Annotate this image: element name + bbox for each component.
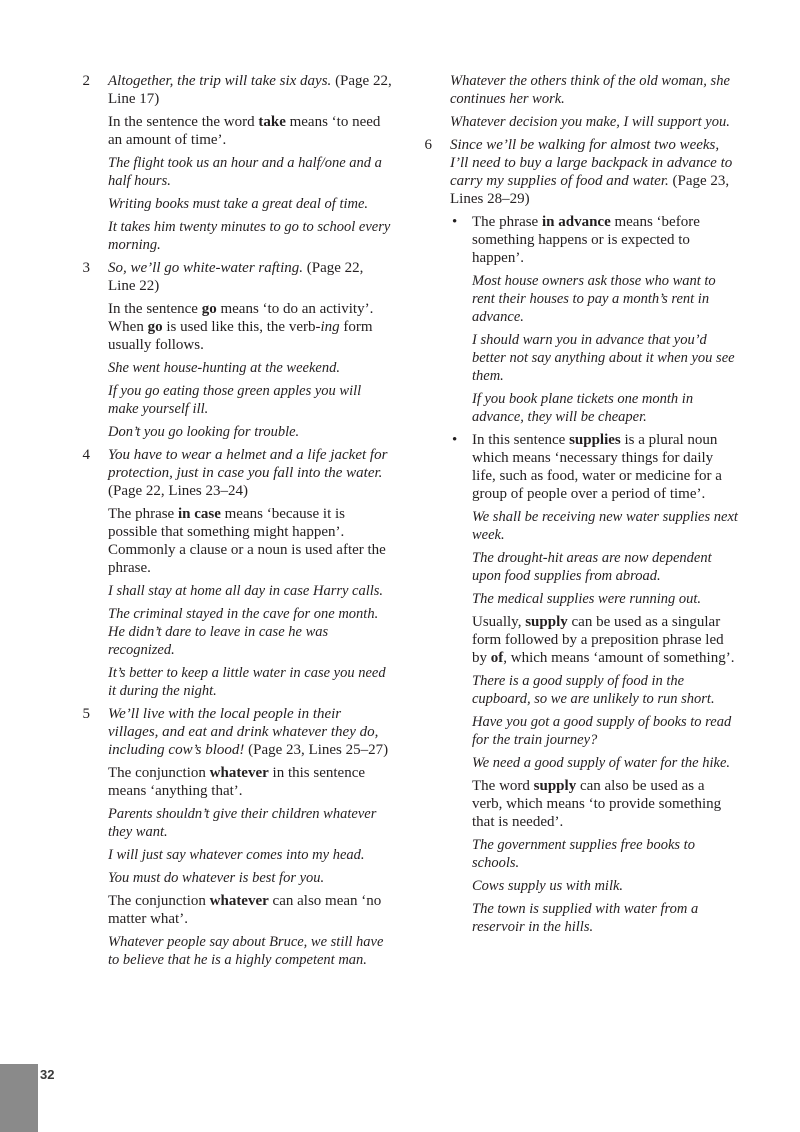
example-sentence: I shall stay at home all day in case Harry calls.: [108, 583, 384, 599]
explanation-text: can also mean ‘no matter what’.: [108, 893, 382, 927]
right-column: [418, 72, 738, 941]
explanation-text: means ‘before something happens or is expected to happen’.: [472, 214, 700, 266]
quote-text: We’ll live with the local people in their villages, and eat and drink whatever they do, including cow’s blood!: [108, 706, 379, 758]
example-sentence: Have you got a good supply of books to read for the train journey?: [472, 714, 732, 748]
example-sentence: I should warn you in advance that you’d better not say anything about it when you see them.: [472, 332, 735, 384]
item-number: 3: [82, 260, 90, 276]
source-quote: [108, 705, 392, 759]
explanation-text: In this sentence: [472, 432, 570, 448]
explanation-text: The phrase: [472, 214, 542, 230]
example-sentence: We need a good supply of water for the hike.: [472, 755, 731, 771]
example-sentence: There is a good supply of food in the cupboard, so we are unlikely to run short.: [472, 673, 715, 707]
page-reference: (Page 22, Lines 23–24): [108, 483, 248, 499]
explanation: [108, 764, 392, 800]
item-number: 6: [424, 137, 432, 153]
bullet-icon: •: [452, 214, 458, 230]
example-sentence: Whatever the others think of the old woman, she continues her work.: [450, 73, 730, 107]
keyword: supplies: [569, 432, 621, 448]
explanation-text: Usually,: [472, 614, 526, 630]
example-sentence: Most house owners ask those who want to rent their houses to pay a month’s rent in advance.: [472, 273, 716, 325]
quote-text: So, we’ll go white-water rafting.: [108, 260, 303, 276]
bullet-supplies: [450, 431, 738, 936]
keyword: supply: [533, 778, 577, 794]
example-sentence: The criminal stayed in the cave for one month. He didn’t dare to leave in case he was recognized.: [108, 606, 379, 658]
explanation: [472, 777, 738, 831]
note-item-2: [76, 72, 392, 254]
example-sentence: Whatever people say about Bruce, we still have to believe that he is a highly competent man.: [108, 934, 384, 968]
explanation-text: , which means ‘amount of something’.: [503, 650, 735, 666]
explanation-text: The conjunction: [108, 893, 210, 909]
example-sentence: If you go eating those green apples you will make yourself ill.: [108, 383, 362, 417]
quote-text: Since we’ll be walking for almost two weeks, I’ll need to buy a large backpack in advance to carry my supplies of food and water.: [450, 137, 733, 189]
example-sentence: Parents shouldn’t give their children whatever they want.: [108, 806, 377, 840]
explanation: [108, 505, 392, 577]
explanation-text: means ‘because it is possible that something might happen’. Commonly a clause or a noun is used after the phrase.: [108, 506, 386, 576]
page-reference: (Page 23, Lines 28–29): [450, 173, 730, 207]
explanation-text: The phrase: [108, 506, 178, 522]
keyword: go: [201, 301, 217, 317]
keyword: in case: [177, 506, 221, 522]
explanation-text: means ‘to need an amount of time’.: [108, 114, 381, 148]
explanation-text: form usually follows.: [108, 319, 373, 353]
example-sentence: The flight took us an hour and a half/one and a half hours.: [108, 155, 382, 189]
explanation-text: in this sentence means ‘anything that’.: [108, 765, 366, 799]
keyword: supply: [525, 614, 568, 630]
source-quote: [108, 446, 392, 500]
item-number: 2: [82, 73, 90, 89]
explanation: [108, 300, 392, 354]
explanation-text: is a plural noun which means ‘necessary things for daily life, such as food, water or medicine for a group of people over a period of time’.: [472, 432, 722, 502]
keyword: of: [490, 650, 504, 666]
example-sentence: She went house-hunting at the weekend.: [108, 360, 340, 376]
item-number: 4: [82, 447, 90, 463]
explanation-text: can also be used as a verb, which means ‘to provide something that is needed’.: [472, 778, 722, 830]
note-item-3: [76, 259, 392, 441]
example-sentence: You must do whatever is best for you.: [108, 870, 325, 886]
source-quote: [450, 136, 738, 208]
explanation-text: is used like this, the verb-: [162, 319, 321, 335]
keyword: whatever: [209, 893, 269, 909]
source-quote: [108, 259, 392, 295]
example-sentence: Cows supply us with milk.: [472, 878, 624, 894]
explanation: [472, 213, 738, 267]
example-sentence: The medical supplies were running out.: [472, 591, 702, 607]
explanation-text: means ‘to do an activity’. When: [108, 301, 374, 335]
keyword-italic: ing: [320, 319, 340, 335]
explanation-text: In the sentence: [108, 301, 202, 317]
example-sentence: It takes him twenty minutes to go to school every morning.: [108, 219, 391, 253]
page-reference: (Page 23, Lines 25–27): [244, 742, 389, 758]
keyword: in advance: [541, 214, 611, 230]
example-sentence: If you book plane tickets one month in advance, they will be cheaper.: [472, 391, 694, 425]
explanation: [108, 113, 392, 149]
page-reference: (Page 22, Line 17): [108, 73, 392, 107]
explanation-text: The word: [472, 778, 534, 794]
quote-text: You have to wear a helmet and a life jacket for protection, just in case you fall into the water.: [108, 447, 388, 481]
bullet-icon: •: [452, 432, 458, 448]
example-sentence: The drought-hit areas are now dependent upon food supplies from abroad.: [472, 550, 712, 584]
example-sentence: The government supplies free books to schools.: [472, 837, 695, 871]
explanation: [472, 613, 738, 667]
page-number-tab: [0, 1064, 38, 1132]
explanation: [108, 892, 392, 928]
explanation-text: The conjunction: [108, 765, 210, 781]
keyword: whatever: [209, 765, 269, 781]
example-sentence: Whatever decision you make, I will support you.: [450, 114, 730, 130]
note-item-4: [76, 446, 392, 700]
example-sentence: I will just say whatever comes into my head.: [108, 847, 365, 863]
quote-text: Altogether, the trip will take six days.: [108, 73, 332, 89]
note-item-5: [76, 705, 392, 969]
explanation: [472, 431, 738, 503]
explanation-text: In the sentence the word: [108, 114, 259, 130]
source-quote: [108, 72, 392, 108]
left-column: [76, 72, 392, 974]
example-sentence: The town is supplied with water from a reservoir in the hills.: [472, 901, 699, 935]
example-sentence: Don’t you go looking for trouble.: [108, 424, 300, 440]
note-item-5-continued: [418, 72, 738, 131]
page-reference: (Page 22, Line 22): [108, 260, 364, 294]
note-item-6: [418, 136, 738, 936]
page-number: 32: [40, 1067, 55, 1082]
bullet-in-advance: [450, 213, 738, 426]
keyword: take: [258, 114, 286, 130]
example-sentence: It’s better to keep a little water in case you need it during the night.: [108, 665, 386, 699]
item-number: 5: [82, 706, 90, 722]
example-sentence: Writing books must take a great deal of time.: [108, 196, 369, 212]
explanation-text: can be used as a singular form followed by a preposition phrase led by: [472, 614, 724, 666]
keyword: go: [147, 319, 163, 335]
example-sentence: We shall be receiving new water supplies next week.: [472, 509, 738, 543]
